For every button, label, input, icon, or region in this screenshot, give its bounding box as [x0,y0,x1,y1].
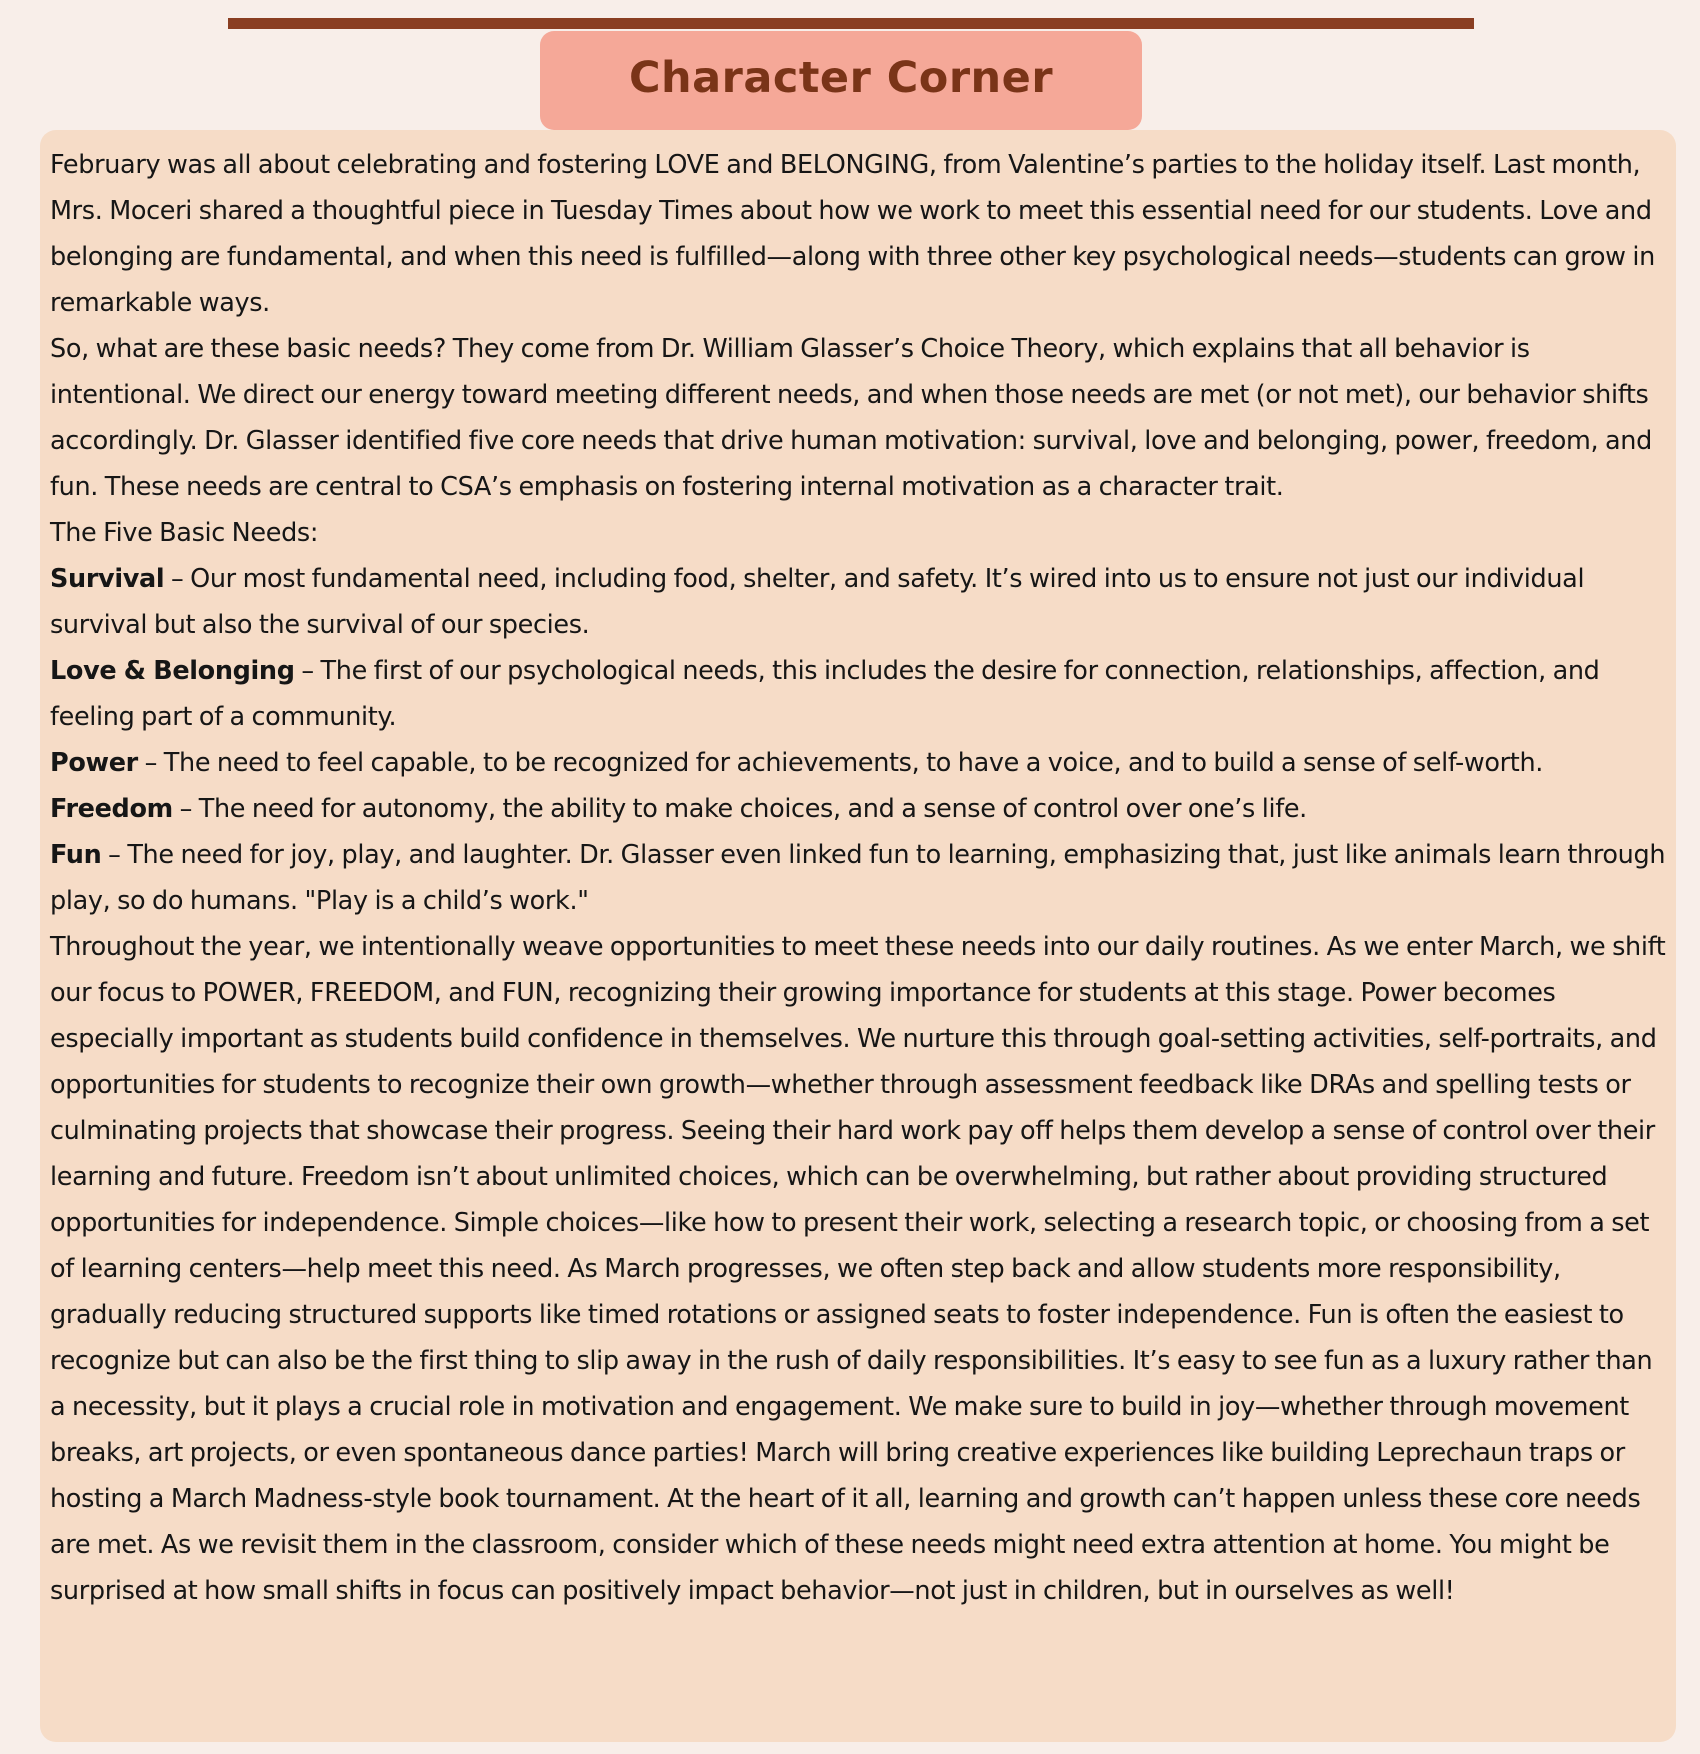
need-description: – The first of our psychological needs, this includes the desire for connection, relationships, affection, and feeling part of a community. [50,656,1600,732]
need-item-survival [50,556,1666,648]
need-description: – The need for joy, play, and laughter. Dr. Glasser even linked fun to learning, emphasizing that, just like animals learn through play, so do humans. "Play is a child’s work." [50,840,1666,916]
title-banner [540,31,1142,130]
need-name: Fun [50,840,102,870]
need-name: Survival [50,564,165,594]
need-item-fun [50,832,1666,924]
needs-heading: The Five Basic Needs: [50,518,319,548]
article-panel [40,130,1676,1742]
need-name: Freedom [50,794,173,824]
need-name: Power [50,748,138,778]
article-body [50,142,1666,1614]
need-item-freedom [50,786,1666,832]
page-title: Character Corner [628,52,1054,103]
intro-paragraph: February was all about celebrating and fostering LOVE and BELONGING, from Valentine’s parties to the holiday itself. Last month, Mrs. Moceri shared a thoughtful piece in Tuesday Times about how we work to meet this essential need for our students. Love and belonging are fundamental, and when this need is fulfilled—along with three other key psychological needs—students can grow in remarkable ways. [50,150,1655,318]
top-divider-rule [228,18,1474,29]
need-name: Love & Belonging [50,656,295,686]
need-item-love-belonging [50,648,1666,740]
need-description: – Our most fundamental need, including food, shelter, and safety. It’s wired into us to ensure not just our individual survival but also the survival of our species. [50,564,1585,640]
need-item-power [50,740,1666,786]
need-description: – The need for autonomy, the ability to make choices, and a sense of control over one’s life. [172,794,1307,824]
choice-theory-paragraph: So, what are these basic needs? They come from Dr. William Glasser’s Choice Theory, which explains that all behavior is intentional. We direct our energy toward meeting different needs, and when those needs are met (or not met), our behavior shifts accordingly. Dr. Glasser identified five core needs that drive human motivation: survival, love and belonging, power, freedom, and fun. These needs are central to CSA’s emphasis on fostering internal motivation as a character trait. [50,334,1652,502]
closing-paragraph: Throughout the year, we intentionally weave opportunities to meet these needs into our daily routines. As we enter March, we shift our focus to POWER, FREEDOM, and FUN, recognizing their growing importance for students at this stage. Power becomes especially important as students build confidence in themselves. We nurture this through goal-setting activities, self-portraits, and opportunities for students to recognize their own growth—whether through assessment feedback like DRAs and spelling tests or culminating projects that showcase their progress. Seeing their hard work pay off helps them develop a sense of control over their learning and future. Freedom isn’t about unlimited choices, which can be overwhelming, but rather about providing structured opportunities for independence. Simple choices—like how to present their work, selecting a research topic, or choosing from a set of learning centers—help meet this need. As March progresses, we often step back and allow students more responsibility, gradually reducing structured supports like timed rotations or assigned seats to foster independence. Fun is often the easiest to recognize but can also be the first thing to slip away in the rush of daily responsibilities. It’s easy to see fun as a luxury rather than a necessity, but it plays a crucial role in motivation and engagement. We make sure to build in joy—whether through movement breaks, art projects, or even spontaneous dance parties! March will bring creative experiences like building Leprechaun traps or hosting a March Madness-style book tournament. At the heart of it all, learning and growth can’t happen unless these core needs are met. As we revisit them in the classroom, consider which of these needs might need extra attention at home. You might be surprised at how small shifts in focus can positively impact behavior—not just in children, but in ourselves as well! [50,932,1666,1606]
need-description: – The need to feel capable, to be recognized for achievements, to have a voice, and to build a sense of self-worth. [137,748,1544,778]
